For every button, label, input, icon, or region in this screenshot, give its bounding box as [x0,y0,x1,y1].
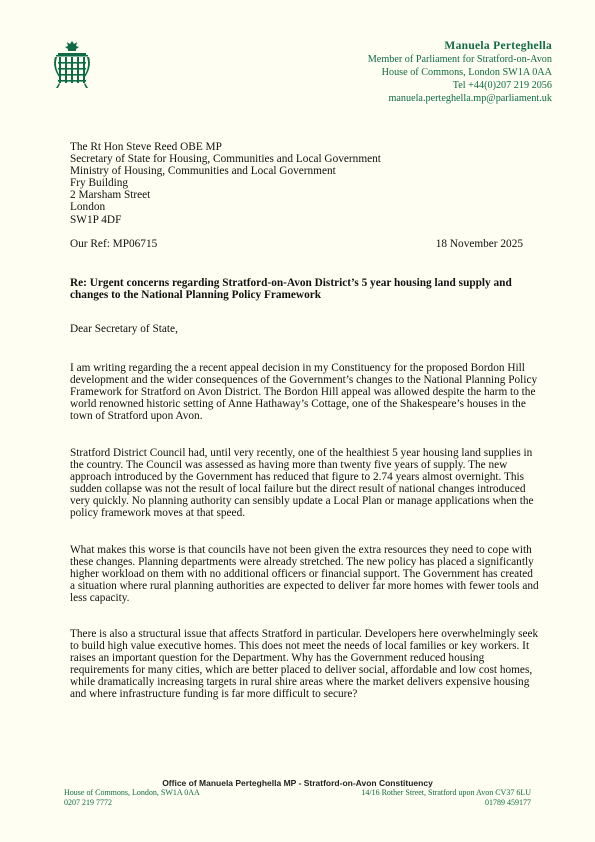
subject-line: Re: Urgent concerns regarding Stratford-on-Avon District’s 5 year housing land supply and changes to the National Planning Policy Framework [70,277,512,302]
our-reference: Our Ref: MP06715 [70,238,158,250]
recipient-line: 2 Marsham Street [70,189,151,202]
footer-right [361,788,531,808]
salutation: Dear Secretary of State, [70,323,178,335]
recipient-line: London [70,201,106,214]
mp-email[interactable]: manuela.perteghella.mp@parliament.uk [388,93,552,104]
footer-left-phone: 0207 219 7772 [64,798,112,807]
recipient-line: Secretary of State for Housing, Communities and Local Government [70,153,381,166]
recipient-address [70,141,381,226]
letter-date: 18 November 2025 [435,238,523,250]
recipient-line: SW1P 4DF [70,213,122,226]
recipient-line: Ministry of Housing, Communities and Local Government [70,165,336,178]
mp-letterhead [368,40,552,105]
body-paragraph: There is also a structural issue that affects Stratford in particular. Developers here overwhelmingly seek to build high value executive homes. This does not meet the needs of local families or key workers. It raises an important question for the Department. Why has the Government reduced housing requirements for many cities, which are better placed to deliver social, affordable and low cost homes, while dramatically increasing targets in rural shire areas where the market delivers expensive housing and where infrastructure funding is far more difficult to secure? [70,628,539,701]
footer-office-title: Office of Manuela Perteghella MP - Stratford-on-Avon Constituency [162,778,433,788]
mp-phone: Tel +44(0)207 219 2056 [452,80,552,91]
mp-title: Member of Parliament for Stratford-on-Avon [367,54,552,65]
footer-left [64,788,200,808]
recipient-line: Fry Building [70,177,129,190]
body-paragraph: What makes this worse is that councils have not been given the extra resources they need to cope with these changes. Planning departments were already stretched. The new policy has placed a significantly higher workload on them with no additional officers or financial support. The Government has created a situation where rural planning authorities are expected to deliver far more homes with fewer tools and less capacity. [70,544,539,605]
footer-left-address: House of Commons, London, SW1A 0AA [64,788,200,797]
body-paragraph: I am writing regarding the a recent appeal decision in my Constituency for the proposed Bordon Hill development and the wider consequences of the Government’s changes to the National Planning Policy Framework for Stratford on Avon District. The Bordon Hill appeal was allowed despite the harm to the world renowned historic setting of Anne Hathaway’s Cottage, one of the Shakespeare’s houses in the town of Stratford upon Avon. [70,362,538,423]
footer-right-phone: 01789 459177 [485,798,531,807]
portcullis-icon [52,40,92,90]
recipient-line: The Rt Hon Steve Reed OBE MP [70,141,222,153]
body-paragraph: Stratford District Council had, until very recently, one of the healthiest 5 year housing land supplies in the country. The Council was assessed as having more than twenty five years of supply. The new approach introduced by the Government has reduced that figure to 2.74 years almost overnight. This sudden collapse was not the result of local failure but the direct result of national changes introduced very quickly. No planning authority can sensibly update a Local Plan or manage applications when the policy framework moves at that speed. [70,447,534,520]
mp-name: Manuela Perteghella [444,40,552,52]
footer-right-address: 14/16 Rother Street, Stratford upon Avon CV37 6LU [361,788,531,797]
mp-address: House of Commons, London SW1A 0AA [381,67,552,78]
